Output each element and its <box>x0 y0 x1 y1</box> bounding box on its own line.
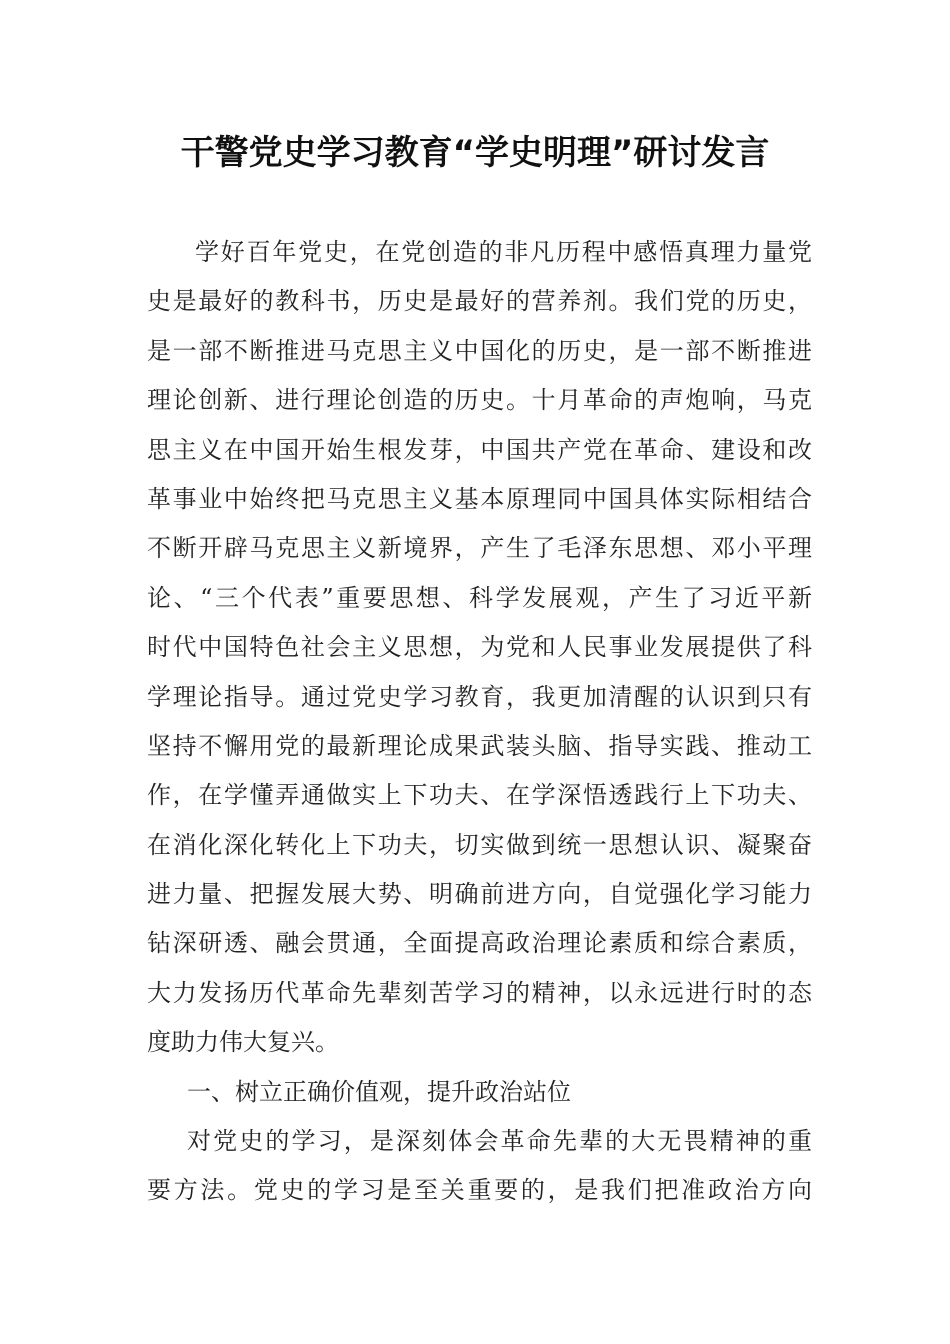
paragraph-1-line: 是一部不断推进马克思主义中国化的历史，是一部不断推进 <box>147 336 812 365</box>
document-body <box>147 228 812 1216</box>
paragraph-1-line: 论、“三个代表”重要思想、科学发展观，产生了习近平新 <box>147 583 812 612</box>
paragraph-1-line: 思主义在中国开始生根发芽，中国共产党在革命、建设和改 <box>147 435 812 464</box>
paragraph-1-line: 钻深研透、融会贯通，全面提高政治理论素质和综合素质， <box>147 929 812 958</box>
paragraph-1-line: 史是最好的教科书，历史是最好的营养剂。我们党的历史， <box>147 287 812 316</box>
paragraph-1-line: 学好百年党史，在党创造的非凡历程中感悟真理力量党 <box>195 238 812 266</box>
paragraph-1-line: 不断开辟马克思主义新境界，产生了毛泽东思想、邓小平理 <box>147 534 812 563</box>
paragraph-1-line: 理论创新、进行理论创造的历史。十月革命的声炮响，马克 <box>147 386 812 415</box>
paragraph-1-last-line: 度助力伟大复兴。 <box>147 1028 339 1057</box>
paragraph-1-line: 学理论指导。通过党史学习教育，我更加清醒的认识到只有 <box>147 682 812 711</box>
paragraph-2-line: 要方法。党史的学习是至关重要的，是我们把准政治方向 <box>147 1176 812 1205</box>
document-title: 干警党史学习教育“学史明理”研讨发言 <box>180 133 770 173</box>
paragraph-1-line: 革事业中始终把马克思主义基本原理同中国具体实际相结合 <box>147 484 812 513</box>
paragraph-1-line: 在消化深化转化上下功夫，切实做到统一思想认识、凝聚奋 <box>147 830 812 859</box>
paragraph-1-line: 坚持不懈用党的最新理论成果武装头脑、指导实践、推动工 <box>147 731 812 760</box>
paragraph-1-line: 大力发扬历代革命先辈刻苦学习的精神，以永远进行时的态 <box>147 978 812 1007</box>
section-heading-1: 一、树立正确价值观，提升政治站位 <box>187 1077 571 1106</box>
paragraph-1-line: 作，在学懂弄通做实上下功夫、在学深悟透践行上下功夫、 <box>147 781 812 810</box>
paragraph-1-line: 进力量、把握发展大势、明确前进方向，自觉强化学习能力 <box>147 880 812 909</box>
paragraph-1-line: 时代中国特色社会主义思想，为党和人民事业发展提供了科 <box>147 633 812 662</box>
paragraph-2-line: 对党史的学习，是深刻体会革命先辈的大无畏精神的重 <box>187 1127 812 1156</box>
